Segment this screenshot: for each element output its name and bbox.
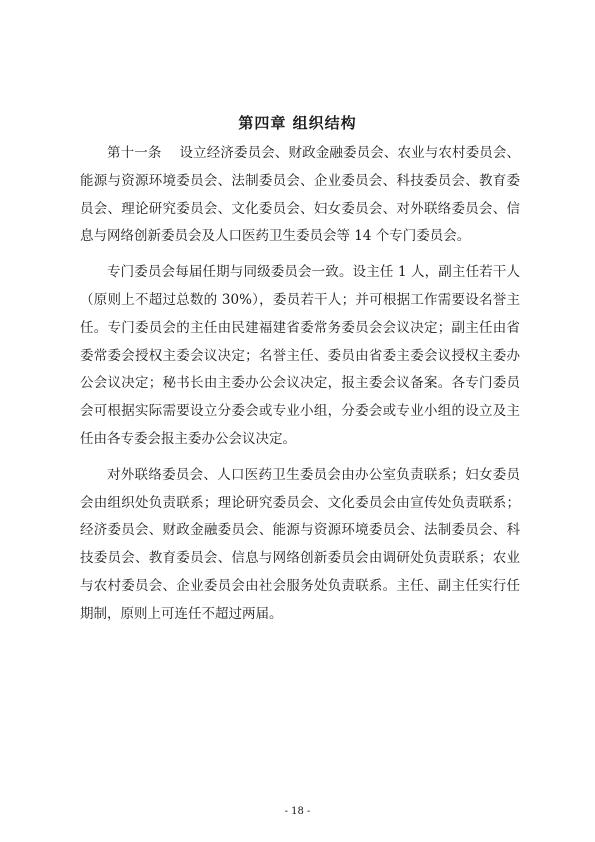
paragraph-article-11: 第十一条 设立经济委员会、财政金融委员会、农业与农村委员会、能源与资源环境委员会、法制委员会、企业委员会、科技委员会、教育委员会、理论研究委员会、文化委员会、妇女委员会、对外联络委员会、信息与网络创新委员会及人口医药卫生委员会等 14 个专门委员会。 [80, 145, 520, 245]
paragraph-liaison: 对外联络委员会、人口医药卫生委员会由办公室负责联系；妇女委员会由组织处负责联系；理论研究委员会、文化委员会由宣传处负责联系；经济委员会、财政金融委员会、能源与资源环境委员会、法制委员会、科技委员会、教育委员会、信息与网络创新委员会由调研处负责联系；农业与农村委员会、企业委员会由社会服务处负责联系。主任、副主任实行任期制，原则上可连任不超过两届。 [80, 466, 520, 622]
page-number: - 18 - [284, 806, 311, 817]
body-text [80, 140, 520, 637]
chapter-title: 第四章 组织结构 [238, 114, 357, 132]
paragraph-committee-terms: 专门委员会每届任期与同级委员会一致。设主任 1 人，副主任若干人（原则上不超过总数的 30%），委员若干人；并可根据工作需要设名誉主任。专门委员会的主任由民建福建省委常务委员会会议决定；副主任由省委常委会授权主委会议决定；名誉主任、委员由省委主委会议授权主委办公会议决定；秘书长由主委办公会议决定，报主委会议备案。各专门委员会可根据实际需要设立分委会或专业小组，分委会或专业小组的设立及主任由各专委会报主委办公会议决定。 [80, 264, 520, 447]
